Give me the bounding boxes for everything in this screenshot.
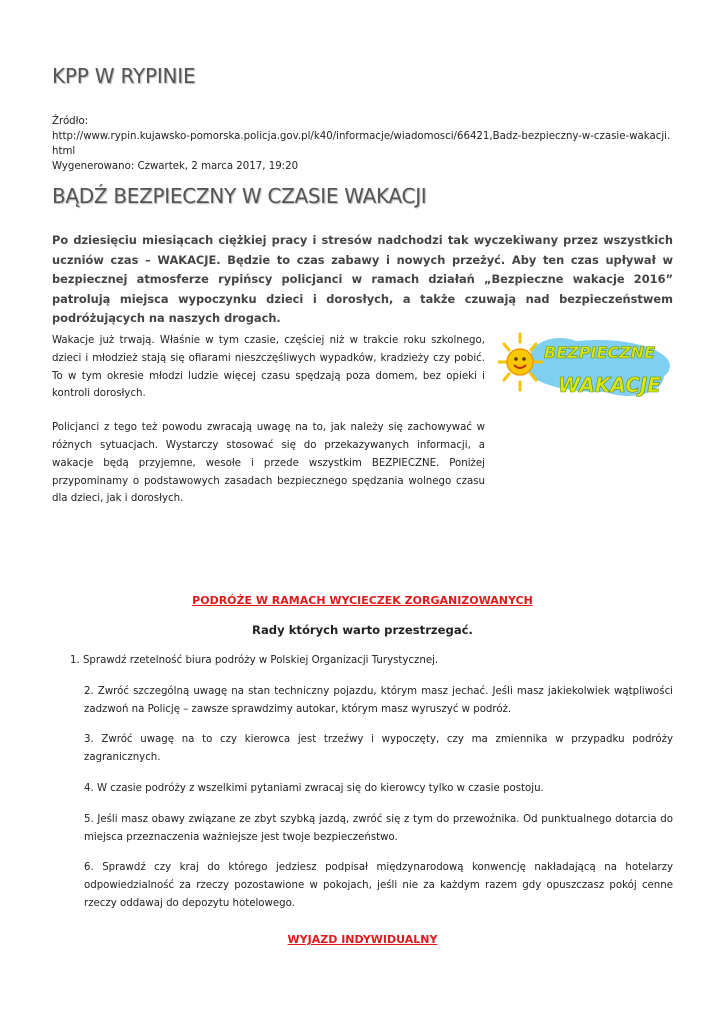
article-lead: Po dziesięciu miesiącach ciężkiej pracy i stresów nadchodzi tak wyczekiwany przez wszystkich uczniów czas – WAKACJE. Będzie to czas zabawy i nowych przeżyć. Aby ten czas upływał w bezpiecznej atmosferze rypińscy policjanci w ramach działań „Bezpieczne wakacje 2016” patrolują miejsca wypoczynku dzieci i dorosłych, a także czuwają nad bezpieczeństwem podróżujących na naszych drogach. bbox=[52, 233, 673, 326]
list-item: 2. Zwróć szczególną uwagę na stan techniczny pojazdu, którym masz jechać. Jeśli masz jakiekolwiek wątpliwości zadzwoń na Policję – zawsze sprawdzimy autokar, którym masz wyruszyć w podróż. bbox=[84, 685, 673, 715]
safe-holidays-logo bbox=[498, 330, 678, 406]
site-title: KPP W RYPINIE bbox=[52, 64, 196, 88]
list-item: 6. Sprawdź czy kraj do którego jedziesz podpisał międzynarodową konwencję nakładającą na hotelarzy odpowiedzialność za rzeczy pozostawione w pokojach, jeśli nie za każdym razem gdy opuszczasz pokój cenne rzeczy oddawaj do depozytu hotelowego. bbox=[84, 862, 673, 909]
logo-text-line-1: BEZPIECZNE bbox=[544, 343, 655, 362]
section-heading-organized-trips: PODRÓŻE W RAMACH WYCIECZEK ZORGANIZOWANYCH bbox=[192, 594, 533, 607]
source-label: Źródło: bbox=[52, 116, 89, 127]
article-title: BĄDŹ BEZPIECZNY W CZASIE WAKACJI bbox=[52, 184, 427, 208]
section-subheading: Rady których warto przestrzegać. bbox=[252, 623, 473, 637]
intro-text bbox=[52, 332, 485, 524]
list-item: 5. Jeśli masz obawy związane ze zbyt szybką jazdą, zwróć się z tym do przewoźnika. Od punktualnego dotarcia do miejsca przeznaczenia ważniejsze jest twoje bezpieczeństwo. bbox=[84, 813, 673, 843]
generated-timestamp: Wygenerowano: Czwartek, 2 marca 2017, 19:20 bbox=[52, 161, 299, 172]
list-item: 4. W czasie podróży z wszelkimi pytaniami zwracaj się do kierowcy tylko w czasie postoju. bbox=[84, 782, 544, 794]
intro-paragraph-2: Policjanci z tego też powodu zwracają uwagę na to, jak należy się zachowywać w różnych sytuacjach. Wystarczy stosować się do przekazywanych informacji, a wakacje będą przyjemne, wesołe i przede wszystkim BEZPIECZNE. Poniżej przypominamy o podstawowych zasadach bezpiecznego spędzania wolnego czasu dla dzieci, jak i dorosłych. bbox=[52, 422, 485, 505]
section-heading-individual-trip: WYJAZD INDYWIDUALNY bbox=[287, 933, 438, 946]
list-item: 3. Zwróć uwagę na to czy kierowca jest trzeźwy i wypoczęty, czy ma zmiennika w przypadku podróży zagranicznych. bbox=[84, 734, 673, 764]
intro-paragraph-1: Wakacje już trwają. Właśnie w tym czasie, częściej niż w trakcie roku szkolnego, dzieci i młodzież stają się ofiarami nieszczęśliwych wypadków, kradzieży czy pobić. To w tym okresie młodzi ludzie więcej czasu spędzają poza domem, bez opieki i kontroli dorosłych. bbox=[52, 335, 485, 400]
logo-text-line-2: WAKACJE bbox=[558, 373, 661, 397]
source-meta bbox=[52, 114, 673, 174]
source-url[interactable]: http://www.rypin.kujawsko-pomorska.policja.gov.pl/k40/informacje/wiadomosci/66421,Badz-bezpieczny-w-czasie-wakacji.html bbox=[52, 131, 671, 157]
rules-list bbox=[52, 652, 673, 913]
sun-icon bbox=[498, 334, 542, 390]
list-item: 1. Sprawdź rzetelność biura podróży w Polskiej Organizacji Turystycznej. bbox=[70, 655, 439, 666]
